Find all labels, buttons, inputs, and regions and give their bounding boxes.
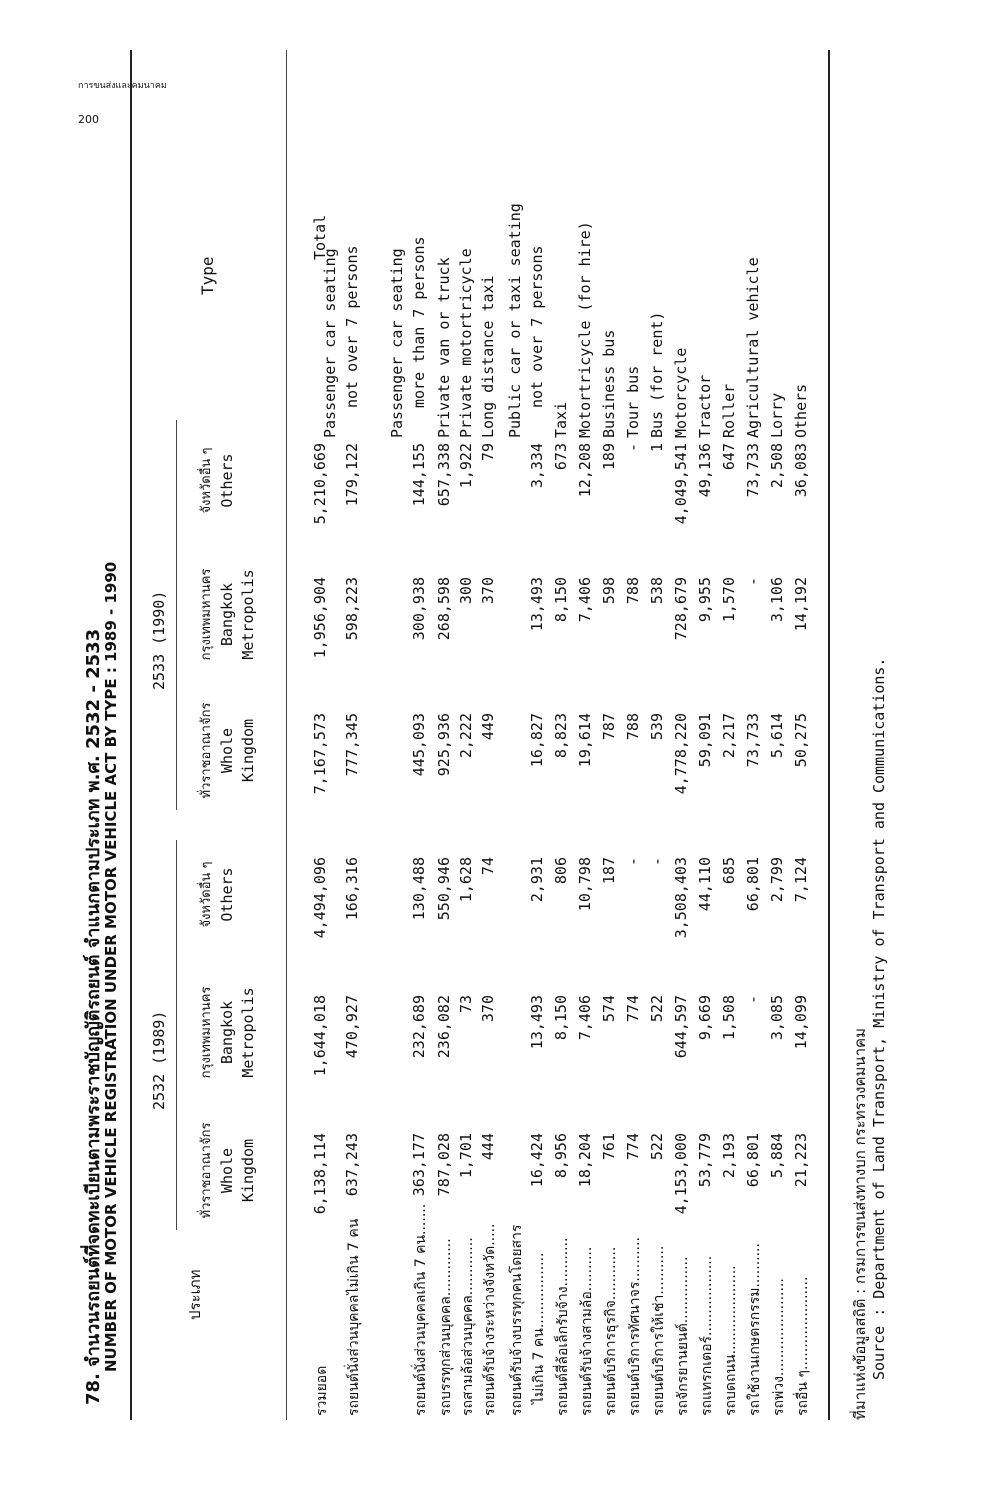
row-label-thai: รถพ่วง...................... (771, 1278, 787, 1416)
table-title-english: NUMBER OF MOTOR VEHICLE REGISTRATION UNDER MOTOR VEHICLE ACT BY TYPE : 1989 - 1990 (102, 561, 120, 1372)
column-header-en: Bangkok (218, 1000, 236, 1065)
table-cell: 18,204 (576, 1133, 594, 1188)
table-cell: 79 (479, 443, 497, 462)
running-head: การขนส่งและคมนาคม (78, 81, 167, 91)
row-label-thai: รถยนต์บริการธุรกิจ............ (603, 1246, 619, 1416)
table-cell: 657,338 (435, 443, 453, 507)
table-cell: 788 (624, 577, 642, 605)
column-header (196, 1108, 259, 1233)
column-header-en: Others (218, 867, 236, 922)
table-cell: 8,150 (552, 577, 570, 623)
bottom-rule (828, 50, 830, 1420)
row-label-thai: รถใช้งานเกษตรกรรม.......... (747, 1243, 763, 1416)
table-cell: 598,223 (343, 577, 361, 641)
row-label-english: Agricultural vehicle (744, 257, 762, 438)
table-cell: 300 (457, 577, 475, 605)
table-cell: 644,597 (672, 995, 690, 1059)
table-cell: 2,799 (768, 857, 786, 903)
column-header-en: Bangkok (218, 582, 236, 647)
table-cell: 538 (648, 577, 666, 605)
table-cell: 8,956 (552, 1133, 570, 1179)
year-1990-rule (176, 420, 177, 810)
table-cell: 21,223 (792, 1133, 810, 1188)
table-cell: 236,082 (435, 995, 453, 1059)
row-label-english: Taxi (552, 401, 570, 438)
table-cell: 144,155 (410, 443, 428, 507)
column-header-thai: ทั่วราชอาณาจักร (199, 702, 214, 799)
row-label-thai: รถยนต์บริการทัศนาจร.......... (627, 1237, 643, 1416)
table-cell: 9,669 (696, 995, 714, 1041)
table-cell: 1,922 (457, 443, 475, 489)
row-label-english: not over 7 persons (343, 245, 361, 408)
table-cell: 4,778,220 (672, 713, 690, 795)
table-cell: 787 (600, 713, 618, 741)
table-cell: 787,028 (435, 1133, 453, 1197)
table-cell: 806 (552, 857, 570, 885)
table-cell: 1,644,018 (311, 995, 329, 1077)
table-cell: 7,167,573 (311, 713, 329, 795)
column-header-thai: จังหวัดอื่น ๆ (199, 447, 214, 514)
table-cell: 598 (600, 577, 618, 605)
table-cell: 74 (479, 857, 497, 876)
row-label-thai: รถยนต์รับจ้างระหว่างจังหวัด..... (482, 1223, 498, 1416)
table-cell: 647 (720, 443, 738, 471)
table-cell: 9,955 (696, 577, 714, 623)
row-label-english: Private van or truck (435, 257, 453, 438)
table-cell: 673 (552, 443, 570, 471)
table-cell: 1 (648, 443, 666, 453)
page-number: 200 (78, 113, 99, 126)
row-label-english-prefix: Passenger car seating (388, 248, 406, 438)
source-english: Source : Department of Land Transport, Ministry of Transport and Communications. (870, 657, 888, 1380)
header-rule (286, 50, 287, 1420)
table-cell: 2,193 (720, 1133, 738, 1179)
table-cell: 1,508 (720, 995, 738, 1041)
row-label-english: Private motortricycle (457, 248, 475, 438)
table-cell: 1,628 (457, 857, 475, 903)
table-cell: 179,122 (343, 443, 361, 507)
column-head-thai-type: ประเภท (186, 1269, 204, 1320)
source-thai: ที่มาแห่งข้อมูลสถิติ : กรมการขนส่งทางบก กระทรวงคมนาคม (851, 1028, 869, 1420)
row-label-thai: รถยนต์นั่งส่วนบุคคลเกิน 7 คน....... (413, 1203, 429, 1416)
row-label-thai: รถยนต์บริการให้เช่า........... (651, 1245, 667, 1416)
year-1989: 2532 (1989) (150, 1010, 168, 1110)
column-header (196, 688, 259, 813)
table-cell: 1,570 (720, 577, 738, 623)
table-cell: 788 (624, 713, 642, 741)
table-cell: 7,406 (576, 577, 594, 623)
table-cell: 36,083 (792, 443, 810, 498)
row-label-english: Motorcycle (672, 347, 690, 438)
year-1990: 2533 (1990) (150, 590, 168, 690)
row-label-thai-prefix: รถยนต์รับจ้างบรรทุกคนโดยสาร (509, 1224, 525, 1416)
table-cell: 5,614 (768, 713, 786, 759)
column-header (196, 832, 238, 957)
table-cell: 73,733 (744, 713, 762, 768)
row-label-english: Long distance taxi (479, 275, 497, 438)
column-header-thai: ทั่วราชอาณาจักร (199, 1122, 214, 1219)
table-cell: 268,598 (435, 577, 453, 641)
row-label-english: Business bus (600, 329, 618, 438)
column-header (196, 552, 259, 677)
table-cell: - (744, 577, 762, 587)
table-cell: 66,801 (744, 857, 762, 912)
table-cell: 685 (720, 857, 738, 885)
row-label-thai: รถยนต์นั่งส่วนบุคคลไม่เกิน 7 คน (346, 1218, 362, 1416)
table-cell: 59,091 (696, 713, 714, 768)
column-header-en-2: Metropolis (239, 987, 257, 1078)
column-header-en: Whole (218, 727, 236, 774)
table-cell: 4,153,000 (672, 1133, 690, 1215)
table-cell: 3,508,403 (672, 857, 690, 939)
table-cell: 728,679 (672, 577, 690, 641)
table-cell: 3,085 (768, 995, 786, 1041)
table-cell: 774 (624, 995, 642, 1023)
table-cell: - (624, 857, 642, 867)
table-cell: 44,110 (696, 857, 714, 912)
table-cell: 777,345 (343, 713, 361, 777)
table-cell: 187 (600, 857, 618, 885)
table-cell: 300,938 (410, 577, 428, 641)
table-cell: 574 (600, 995, 618, 1023)
table-cell: 6,138,114 (311, 1133, 329, 1215)
table-cell: 445,093 (410, 713, 428, 777)
table-cell: 370 (479, 995, 497, 1023)
table-cell: 66,801 (744, 1133, 762, 1188)
row-label-english: Bus (for rent) (648, 311, 666, 438)
table-cell: 539 (648, 713, 666, 741)
table-cell: 3,334 (528, 443, 546, 489)
table-cell: 2,217 (720, 713, 738, 759)
table-cell: 16,827 (528, 713, 546, 768)
table-cell: 13,493 (528, 995, 546, 1050)
table-cell: 14,099 (792, 995, 810, 1050)
column-header-thai: กรุงเทพมหานคร (199, 986, 214, 1079)
table-cell: 166,316 (343, 857, 361, 921)
table-cell: 2,222 (457, 713, 475, 759)
table-cell: 925,936 (435, 713, 453, 777)
table-cell: - (744, 995, 762, 1005)
column-header-thai: กรุงเทพมหานคร (199, 568, 214, 661)
table-cell: 4,049,541 (672, 443, 690, 525)
table-cell: 130,488 (410, 857, 428, 921)
row-label-english: Roller (720, 383, 738, 438)
row-label-thai: รถแทรกเตอร์.................. (699, 1255, 715, 1416)
column-header-en-2: Metropolis (239, 569, 257, 660)
table-cell: 370 (479, 577, 497, 605)
table-cell: 232,689 (410, 995, 428, 1059)
row-label-english: Others (792, 383, 810, 438)
table-cell: 16,424 (528, 1133, 546, 1188)
row-label-thai: รถยนต์สี่ล้อเล็กรับจ้าง........... (555, 1237, 571, 1416)
table-cell: 522 (648, 1133, 666, 1161)
table-cell: - (648, 857, 666, 867)
row-label-thai: รถจักรยานยนต์............... (675, 1256, 691, 1416)
column-header-en: Others (218, 453, 236, 508)
column-header-en-2: Kingdom (239, 1138, 257, 1203)
table-cell: 8,150 (552, 995, 570, 1041)
row-label-thai: รถบรรทุกส่วนบุคคล............. (438, 1238, 454, 1416)
table-cell: 470,927 (343, 995, 361, 1059)
table-cell: 363,177 (410, 1133, 428, 1197)
column-header (196, 418, 238, 543)
table-cell: 49,136 (696, 443, 714, 498)
table-cell: 550,946 (435, 857, 453, 921)
row-label-thai: รถสามล้อส่วนบุคคล............. (460, 1237, 476, 1416)
column-head-type: Type (198, 256, 217, 295)
table-cell: 12,208 (576, 443, 594, 498)
table-cell: 13,493 (528, 577, 546, 632)
table-cell: 7,124 (792, 857, 810, 903)
top-rule (130, 50, 132, 1420)
row-label-english: Lorry (768, 392, 786, 438)
table-cell: 4,494,096 (311, 857, 329, 939)
row-label-english: Motortricycle (for hire) (576, 221, 594, 438)
table-cell: 7,406 (576, 995, 594, 1041)
column-header-en: Whole (218, 1147, 236, 1194)
table-cell: 637,243 (343, 1133, 361, 1197)
table-cell: 10,798 (576, 857, 594, 912)
table-cell: 1,701 (457, 1133, 475, 1179)
table-cell: 444 (479, 1133, 497, 1161)
table-cell: 5,210,669 (311, 443, 329, 525)
table-cell: 2,508 (768, 443, 786, 489)
column-header (196, 970, 259, 1095)
table-cell: 774 (624, 1133, 642, 1161)
table-cell: 761 (600, 1133, 618, 1161)
row-label-thai: รถบดถนน.................... (723, 1265, 739, 1416)
row-label-thai: รถยนต์รับจ้างสามล้อ.......... (579, 1246, 595, 1416)
rotated-table-page (58, 5, 918, 1490)
table-cell: 8,823 (552, 713, 570, 759)
row-label-english: Total (311, 214, 329, 260)
table-cell: 5,884 (768, 1133, 786, 1179)
table-cell: 50,275 (792, 713, 810, 768)
table-cell: 1,956,904 (311, 577, 329, 659)
table-cell: 14,192 (792, 577, 810, 632)
table-cell: 2,931 (528, 857, 546, 903)
table-cell: - (624, 443, 642, 453)
table-cell: 189 (600, 443, 618, 471)
row-label-english: more than 7 persons (410, 236, 428, 408)
table-cell: 449 (479, 713, 497, 741)
row-label-thai: รถอื่น ๆ..................... (795, 1276, 811, 1416)
row-label-thai: ไม่เกิน 7 คน................. (531, 1252, 547, 1404)
table-cell: 19,614 (576, 713, 594, 768)
table-cell: 522 (648, 995, 666, 1023)
table-cell: 53,779 (696, 1133, 714, 1188)
column-header-en-2: Kingdom (239, 718, 257, 783)
row-label-english-prefix: Passenger car seating (321, 248, 339, 438)
row-label-english: not over 7 persons (528, 245, 546, 408)
column-header-thai: จังหวัดอื่น ๆ (199, 861, 214, 928)
table-cell: 73,733 (744, 443, 762, 498)
year-1989-rule (176, 840, 177, 1230)
table-title-thai: 78. จำนวนรถยนต์ที่จดทะเบียนตามพระราชบัญญัติรถยนต์ จำแนกตามประเภท พ.ศ. 2532 - 2533 (83, 628, 104, 1405)
row-label-english: Tractor (696, 374, 714, 438)
table-cell: 3,106 (768, 577, 786, 623)
table-cell: 73 (457, 995, 475, 1014)
row-label-english: Tour bus (624, 365, 642, 438)
row-label-english-prefix: Public car or taxi seating (506, 203, 524, 438)
row-label-thai: รวมยอด (314, 1365, 330, 1416)
